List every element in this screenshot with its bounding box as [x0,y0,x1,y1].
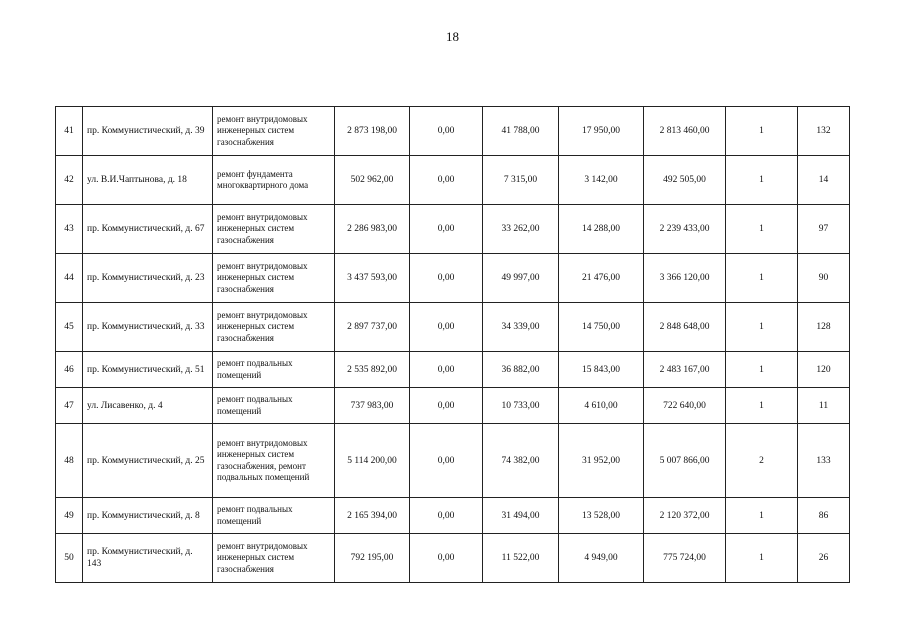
work-type-cell: ремонт внутридомовых инженерных систем газоснабжения [213,254,335,303]
amount-cell: 0,00 [410,205,483,254]
amount-cell: 41 788,00 [483,107,559,156]
count-cell: 120 [798,352,850,388]
amount-cell: 21 476,00 [559,254,644,303]
count-cell: 1 [726,156,798,205]
amount-cell: 14 750,00 [559,303,644,352]
count-cell: 128 [798,303,850,352]
address-cell: пр. Коммунистический, д. 25 [83,424,213,498]
work-type-cell: ремонт внутридомовых инженерных систем газоснабжения, ремонт подвальных помещений [213,424,335,498]
work-type-cell: ремонт фундамента многоквартирного дома [213,156,335,205]
row-number: 44 [56,254,83,303]
work-type-cell: ремонт внутридомовых инженерных систем газоснабжения [213,534,335,583]
total-cost-cell: 737 983,00 [335,388,410,424]
amount-cell: 0,00 [410,498,483,534]
total-cost-cell: 2 286 983,00 [335,205,410,254]
amount-cell: 3 142,00 [559,156,644,205]
amount-cell: 11 522,00 [483,534,559,583]
amount-cell: 0,00 [410,107,483,156]
row-number: 48 [56,424,83,498]
total-cost-cell: 792 195,00 [335,534,410,583]
amount-cell: 722 640,00 [644,388,726,424]
row-number: 47 [56,388,83,424]
table-row [56,107,850,156]
amount-cell: 3 366 120,00 [644,254,726,303]
count-cell: 97 [798,205,850,254]
row-number: 43 [56,205,83,254]
table-row [56,254,850,303]
amount-cell: 0,00 [410,388,483,424]
amount-cell: 0,00 [410,534,483,583]
amount-cell: 2 239 433,00 [644,205,726,254]
repair-register-table [55,106,850,583]
amount-cell: 0,00 [410,424,483,498]
work-type-cell: ремонт внутридомовых инженерных систем газоснабжения [213,107,335,156]
amount-cell: 34 339,00 [483,303,559,352]
address-cell: пр. Коммунистический, д. 67 [83,205,213,254]
work-type-cell: ремонт внутридомовых инженерных систем газоснабжения [213,303,335,352]
amount-cell: 36 882,00 [483,352,559,388]
count-cell: 1 [726,254,798,303]
amount-cell: 0,00 [410,303,483,352]
total-cost-cell: 2 873 198,00 [335,107,410,156]
total-cost-cell: 5 114 200,00 [335,424,410,498]
address-cell: пр. Коммунистический, д. 51 [83,352,213,388]
table-row [56,534,850,583]
amount-cell: 2 813 460,00 [644,107,726,156]
address-cell: ул. Лисавенко, д. 4 [83,388,213,424]
total-cost-cell: 502 962,00 [335,156,410,205]
total-cost-cell: 3 437 593,00 [335,254,410,303]
address-cell: пр. Коммунистический, д. 33 [83,303,213,352]
row-number: 41 [56,107,83,156]
amount-cell: 4 949,00 [559,534,644,583]
table-row [56,388,850,424]
amount-cell: 7 315,00 [483,156,559,205]
row-number: 50 [56,534,83,583]
table-row [56,498,850,534]
work-type-cell: ремонт внутридомовых инженерных систем газоснабжения [213,205,335,254]
amount-cell: 2 120 372,00 [644,498,726,534]
amount-cell: 2 483 167,00 [644,352,726,388]
table-row [56,424,850,498]
page-number: 18 [446,29,459,44]
amount-cell: 74 382,00 [483,424,559,498]
table-row [56,205,850,254]
count-cell: 1 [726,205,798,254]
amount-cell: 492 505,00 [644,156,726,205]
count-cell: 1 [726,388,798,424]
count-cell: 26 [798,534,850,583]
total-cost-cell: 2 165 394,00 [335,498,410,534]
count-cell: 86 [798,498,850,534]
amount-cell: 14 288,00 [559,205,644,254]
count-cell: 1 [726,352,798,388]
address-cell: пр. Коммунистический, д. 143 [83,534,213,583]
amount-cell: 33 262,00 [483,205,559,254]
count-cell: 133 [798,424,850,498]
count-cell: 1 [726,534,798,583]
count-cell: 90 [798,254,850,303]
row-number: 45 [56,303,83,352]
total-cost-cell: 2 897 737,00 [335,303,410,352]
amount-cell: 0,00 [410,352,483,388]
work-type-cell: ремонт подвальных помещений [213,388,335,424]
amount-cell: 5 007 866,00 [644,424,726,498]
amount-cell: 31 494,00 [483,498,559,534]
amount-cell: 4 610,00 [559,388,644,424]
table-row [56,303,850,352]
amount-cell: 49 997,00 [483,254,559,303]
count-cell: 11 [798,388,850,424]
count-cell: 1 [726,498,798,534]
count-cell: 14 [798,156,850,205]
row-number: 46 [56,352,83,388]
amount-cell: 0,00 [410,156,483,205]
total-cost-cell: 2 535 892,00 [335,352,410,388]
address-cell: пр. Коммунистический, д. 23 [83,254,213,303]
count-cell: 132 [798,107,850,156]
address-cell: пр. Коммунистический, д. 39 [83,107,213,156]
amount-cell: 0,00 [410,254,483,303]
table-row [56,156,850,205]
amount-cell: 17 950,00 [559,107,644,156]
row-number: 42 [56,156,83,205]
address-cell: ул. В.И.Чаптынова, д. 18 [83,156,213,205]
count-cell: 1 [726,107,798,156]
amount-cell: 2 848 648,00 [644,303,726,352]
row-number: 49 [56,498,83,534]
work-type-cell: ремонт подвальных помещений [213,352,335,388]
count-cell: 1 [726,303,798,352]
amount-cell: 10 733,00 [483,388,559,424]
table-row [56,352,850,388]
amount-cell: 31 952,00 [559,424,644,498]
amount-cell: 13 528,00 [559,498,644,534]
address-cell: пр. Коммунистический, д. 8 [83,498,213,534]
work-type-cell: ремонт подвальных помещений [213,498,335,534]
amount-cell: 15 843,00 [559,352,644,388]
count-cell: 2 [726,424,798,498]
amount-cell: 775 724,00 [644,534,726,583]
